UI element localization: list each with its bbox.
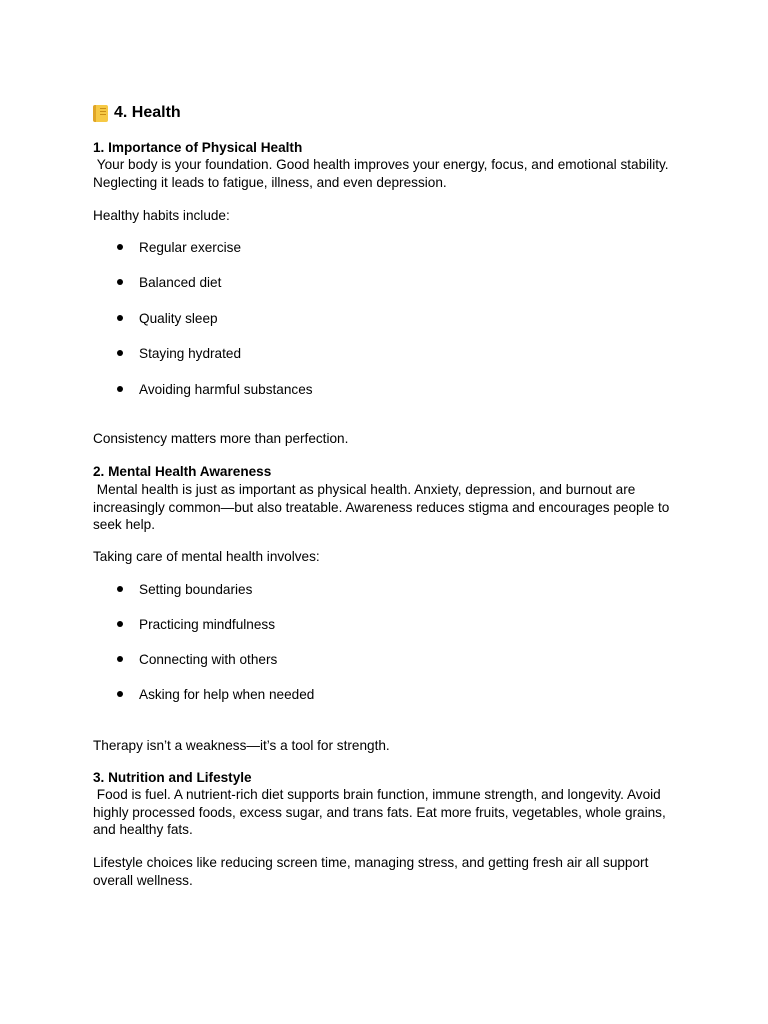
section-closing-mental-health: Therapy isn’t a weakness—it’s a tool for strength. bbox=[93, 738, 390, 753]
bullet-icon bbox=[117, 586, 123, 592]
bullet-icon bbox=[117, 244, 123, 250]
section-intro-mental-health: Mental health is just as important as physical health. Anxiety, depression, and burnout are increasingly common—but also treatable. Awareness reduces stigma and encourages people to seek help. bbox=[93, 482, 674, 532]
bullet-icon bbox=[117, 279, 123, 285]
bullet-icon bbox=[117, 621, 123, 627]
section-intro-physical-health: Your body is your foundation. Good health improves your energy, focus, and emotional stability. Neglecting it leads to fatigue, illness, and even depression. bbox=[93, 157, 673, 190]
bullet-icon bbox=[117, 691, 123, 697]
document-title bbox=[93, 103, 181, 123]
bullet-icon bbox=[117, 350, 123, 356]
list-lead-physical-health: Healthy habits include: bbox=[93, 208, 230, 223]
section-closing-nutrition-lifestyle: Lifestyle choices like reducing screen time, managing stress, and getting fresh air all support overall wellness. bbox=[93, 855, 653, 888]
bullet-icon bbox=[117, 315, 123, 321]
bullet-icon bbox=[117, 386, 123, 392]
section-heading-nutrition-lifestyle: 3. Nutrition and Lifestyle bbox=[93, 770, 252, 785]
section-intro-nutrition-lifestyle: Food is fuel. A nutrient-rich diet supports brain function, immune strength, and longevity. Avoid highly processed foods, excess sugar, and trans fats. Eat more fruits, vegetables, whole grains, and healthy fats. bbox=[93, 787, 670, 837]
section-heading-mental-health: 2. Mental Health Awareness bbox=[93, 464, 272, 479]
notebook-icon bbox=[93, 105, 108, 122]
document-title-text: 4. Health bbox=[114, 104, 181, 121]
section-heading-physical-health: 1. Importance of Physical Health bbox=[93, 140, 303, 155]
section-closing-physical-health: Consistency matters more than perfection. bbox=[93, 431, 349, 446]
list-lead-mental-health: Taking care of mental health involves: bbox=[93, 549, 320, 564]
bullet-icon bbox=[117, 656, 123, 662]
